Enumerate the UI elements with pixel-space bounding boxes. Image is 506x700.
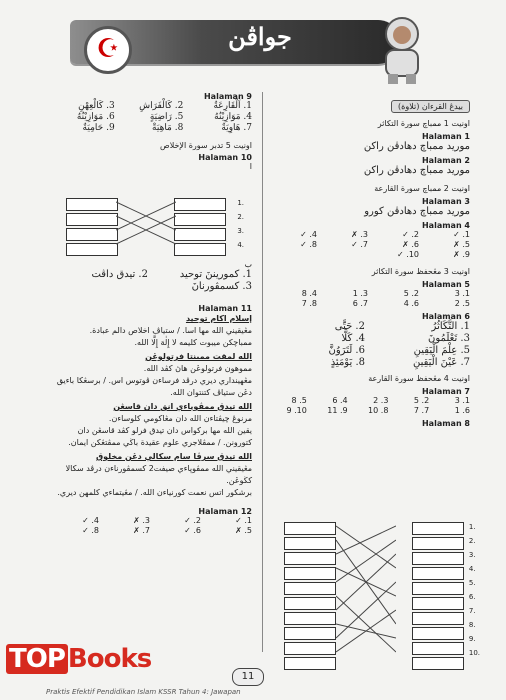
match-box-right [412,567,464,580]
h10-b-answers [52,269,252,292]
unit1-title: اونيت 1 ممباچ سورة التكاثر [377,119,470,128]
match-box-right [174,213,226,226]
halaman-12: Halaman 12 [198,507,252,516]
list-item: 6. 4 [403,299,419,308]
match-box-left [284,627,336,640]
match-box-right [412,612,464,625]
list-item: 3. ✗ [351,230,368,239]
list-item: 3. [468,551,476,559]
list-item: مڠيقيني الله مها اسا. / ستياڤ اخلاص دالم عبادة. [89,326,252,335]
list-item: 1. ✓ [235,516,252,525]
list-item: 4. 6 [332,396,348,405]
list-item: 1. 3 [454,396,470,405]
list-item: 2. ✓ [402,230,419,239]
logo-top: TOP [6,644,68,674]
match-box-right [412,597,464,610]
h1-answer: موريد ممباچ دهادڤن راكن [363,141,470,152]
crescent-logo-icon: ☪ [84,26,132,74]
h6-answers [270,321,470,368]
list-item: 5. عِلْمَ الْيَقِينِ [413,345,470,356]
list-item: 3. كسمڤورنانَ [191,281,252,292]
h8-matching [284,520,480,672]
list-item: 3. 2 [373,396,389,405]
list-item: 3. تَعْلَمُونَ [428,333,470,344]
h10-numbers [237,196,244,252]
match-box-right [412,552,464,565]
logo-books: Books [67,644,152,674]
unit4-title: اونيت 4 مڠحفظ سورة القارعة [368,374,470,383]
part-a-label: ا [249,162,252,171]
list-item: 7. ✗ [133,526,150,535]
halaman-3: Halaman 3 [421,197,470,206]
h9-answers [52,101,252,133]
page-number: 11 [232,668,264,686]
list-item: 2. [237,213,244,221]
list-item: 6. [468,593,476,601]
left-column-lower [52,260,252,535]
list-item: 5. [468,579,476,587]
list-item: 2. تيدق داڤت [91,269,148,280]
list-item: 2. 5 [403,289,419,298]
list-item: مرنوڠ چيڤتاءن الله دان مڠاكومي كلوساءن. [108,414,252,423]
list-item: 9. ✗ [453,250,470,259]
list-item: 9. 11 [327,406,348,415]
list-item: 4. [237,241,244,249]
list-item: 4. كَلَّا [341,333,365,344]
list-item: مڠهينداري ديري درڤد فرساءن ڤوتوس اس. / برسڠكا باءيق دڠن ستياڤ كتنتوان الله. [56,376,252,397]
list-item: 3. ✗ [133,516,150,525]
halaman-9: Halaman 9 [203,92,252,101]
halaman-10: Halaman 10 [198,153,252,162]
halaman-5: Halaman 5 [421,280,470,289]
list-item: 8. ✓ [300,240,317,249]
list-item: 6. 1 [454,406,470,415]
astronaut-mascot-icon [372,14,432,86]
list-item: 1. ✓ [453,230,470,239]
list-item: ممباچكن ميبوت كليمه لا إِلٰهَ إِلَّا الله. [134,338,252,347]
list-item: 5. ✗ [453,240,470,249]
footer-text: Praktis Efektif Pendidikan Islam KSSR Tahun 4: Jawapan [46,688,241,696]
list-item: 3. [237,227,244,235]
list-item: 2. كَالْفَرَاشِ [139,101,184,111]
list-item: 7. ✓ [351,240,368,249]
list-item: 9. حَامِيَةٌ [82,123,115,133]
topbooks-logo [6,644,151,674]
list-item: 8. 7 [301,299,317,308]
list-item: مموهون فرتولوڠن هاڽ كڤد الله. [143,364,252,373]
list-item: 1. [468,523,476,531]
left-column [52,92,252,171]
match-box-right [412,522,464,535]
list-item: 5. رَاضِيَةٍ [149,112,184,122]
match-box-right [412,582,464,595]
unit3-title: اونيت 3 مڠحفظ سورة التكاثر [371,267,470,276]
halaman-4: Halaman 4 [421,221,470,230]
list-item: 1. 3 [454,289,470,298]
list-item: 4. [468,565,476,573]
h4-answers [270,230,470,259]
list-item: 5. 8 [291,396,307,405]
list-item: 2. ✓ [184,516,201,525]
h11-answers [52,313,252,499]
list-item: 7. عَيْنَ الْيَقِينِ [412,357,470,368]
match-box-right [174,198,226,211]
part-b-label: ب [244,260,252,269]
column-divider [262,92,263,652]
list-item: 1. كموريننَ توحيد [179,269,252,280]
h8-connector-lines [336,520,396,660]
list-item: 2. [468,537,476,545]
match-box-left [284,642,336,655]
halaman-6: Halaman 6 [421,312,470,321]
list-item: 1. التَّكَاثُرُ [431,321,470,332]
match-box-left [66,198,118,211]
list-item: 4. ✓ [82,516,99,525]
match-box-right [174,243,226,256]
list-item: 6. لَتَرَوُنَّ [328,345,365,356]
list-item: مڠيقيني الله ممڤوڽاءي صيفت2 كسمڤورناءن درڤد سكالا كڬوڠن. [65,464,252,485]
list-item: 3. 1 [352,289,368,298]
list-item: برشكور اتس نعمت كورنياءن الله. / مڠيتماءي كلمهن ديري. [57,488,252,497]
list-item: 9. [468,635,476,643]
match-box-right [412,642,464,655]
section-title: إسلام اكام توحيد [185,314,252,323]
page-title: جواڤن [228,22,292,51]
match-box-left [284,522,336,535]
match-box-right [412,657,464,670]
halaman-11: Halaman 11 [198,304,252,313]
list-item: 8. مَاهِيَةْ [152,123,184,133]
section-title: الله لمقت ممبنتا فرتولوڠن [145,352,252,361]
list-item: 7. 6 [352,299,368,308]
list-item: 5. ✗ [235,526,252,535]
halaman-8: Halaman 8 [421,419,470,428]
list-item: 4. ✓ [300,230,317,239]
match-box-left [284,567,336,580]
list-item: 10. ✓ [397,250,419,259]
list-item: 2. حَتَّى [334,321,365,332]
h10-connector-lines [116,196,176,252]
list-item: 8. 10 [368,406,389,415]
halaman-1: Halaman 1 [421,132,470,141]
match-box-left [284,612,336,625]
h10-matching [66,196,244,258]
match-box-right [174,228,226,241]
list-item: يقين الله مها بركواس دان تيدق فرلو كڤد قاسڠن دان كتورونن. / ممڤلاجري علوم عقيدة باڬي ممڤتڠكن ايمان. [68,426,252,447]
match-box-left [66,243,118,256]
match-box-left [66,213,118,226]
list-item: 4. مَوَازِيْنُهُ [214,112,252,122]
list-item: 8. يَوْمَئِذٍ [330,357,365,368]
match-box-left [284,657,336,670]
list-item: 8. ✓ [82,526,99,535]
match-box-left [284,582,336,595]
list-item: 7. هَاوِيَةٌ [221,123,252,133]
section-pill: بيدڠ القرءان (تلاوة) [391,100,470,113]
match-box-left [284,552,336,565]
h7-answers [270,396,470,415]
h12-answers [52,516,252,535]
section-title: الله تيدق سرڤا سام سكالي دڠن مخلوق [96,452,252,461]
halaman-2: Halaman 2 [421,156,470,165]
match-box-right [412,537,464,550]
right-column [270,94,470,428]
list-item: 1. [237,199,244,207]
match-box-left [284,597,336,610]
h3-answer: موريد ممباچ دهادڤن كورو [364,206,470,217]
list-item: 7. 7 [413,406,430,415]
list-item: 4. 8 [301,289,317,298]
list-item: 3. كَالْعِهْنِ [78,101,115,111]
list-item: 10. [468,649,480,657]
match-box-right [412,627,464,640]
halaman-7: Halaman 7 [421,387,470,396]
list-item: 1. اَلْقَارِعَةُ [213,101,252,111]
match-box-left [66,228,118,241]
section-title: الله تيدق ممڤوڽاءي انق دان قاسڠن [113,402,252,411]
list-item: 5. 2 [454,299,470,308]
list-item: 8. [468,621,476,629]
h8-numbers [469,520,480,660]
list-item: 10. 9 [286,406,307,415]
list-item: 2. 5 [413,396,430,405]
match-box-left [284,537,336,550]
h2-answer: موريد ممباچ دهادڤن راكن [363,165,470,176]
list-item: 6. ✗ [402,240,419,249]
list-item: 6. ✓ [184,526,201,535]
list-item: 7. [468,607,476,615]
unit5-title: اونيت 5 تدبر سورة الإخلاص [160,141,252,150]
list-item: 6. مَوَازِيْنُهُ [76,112,115,122]
h5-answers [270,289,470,308]
unit2-title: اونيت 2 ممباچ سورة القارعة [374,184,470,193]
